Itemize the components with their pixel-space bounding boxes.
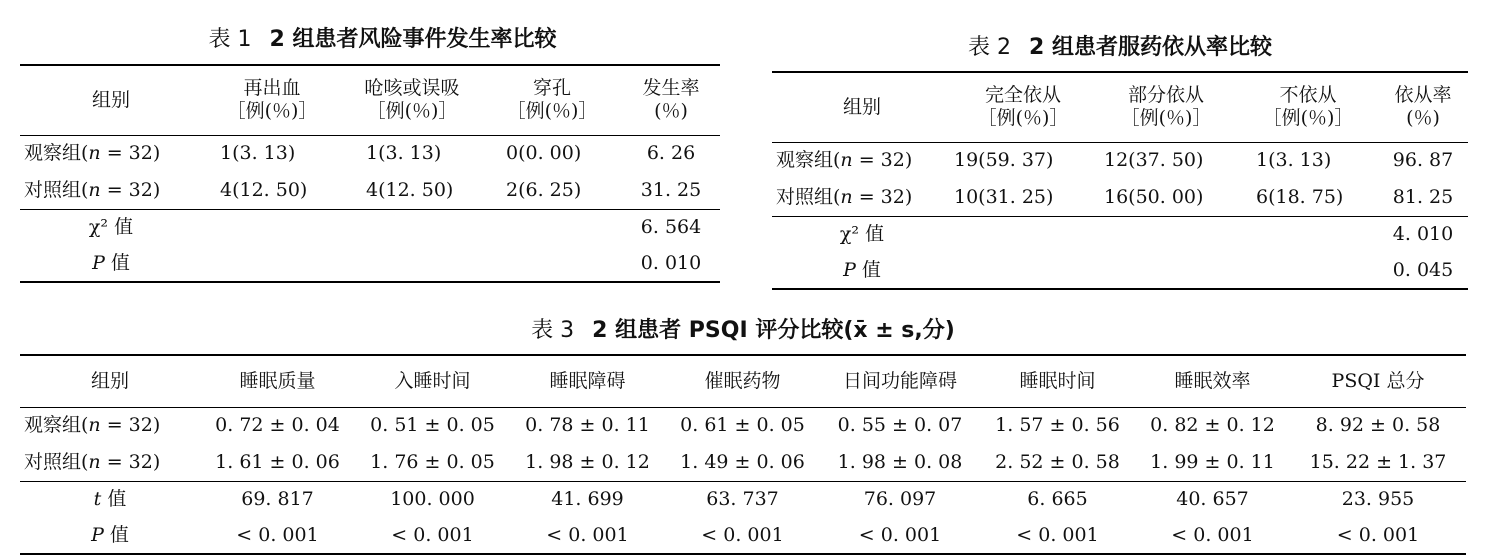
table1-caption-title: 2 组患者风险事件发生率比较 [269, 27, 557, 52]
table1-caption [20, 22, 745, 53]
table3-header-hypnotics: 催眠药物 [665, 355, 820, 407]
row-label: 对照组(n = 32) [24, 178, 161, 201]
table-row [20, 518, 1466, 554]
t-value: 23. 955 [1290, 481, 1466, 518]
table-cell: 12(37. 50) [1104, 149, 1204, 172]
table2-header-group: 组别 [772, 72, 952, 142]
p-value: < 0. 001 [1171, 524, 1254, 547]
table-cell: 1. 57 ± 0. 56 [995, 414, 1120, 437]
table-cell: 1. 98 ± 0. 12 [525, 450, 650, 473]
table-cell: 16(50. 00) [1104, 185, 1204, 208]
table-cell: 0. 78 ± 0. 11 [525, 414, 650, 437]
t-value: 40. 657 [1135, 481, 1290, 518]
table-cell: 1. 49 ± 0. 06 [680, 450, 805, 473]
p-label: P 值 [843, 259, 881, 282]
chi-square-value: 4. 010 [1378, 216, 1468, 253]
table3-header-sleep-disturbance: 睡眠障碍 [510, 355, 665, 407]
table-cell: 4(12. 50) [366, 178, 454, 201]
table-row [20, 407, 1466, 444]
table-row [772, 216, 1468, 253]
table-cell: 0. 61 ± 0. 05 [680, 414, 805, 437]
table-row [20, 209, 720, 246]
table1 [20, 64, 720, 283]
table-row [20, 246, 720, 282]
p-label: P 值 [92, 252, 130, 275]
table-row [20, 172, 720, 209]
p-value: < 0. 001 [391, 524, 474, 547]
chi-square-label: χ² 值 [772, 216, 952, 253]
table-row [20, 444, 1466, 481]
table1-header-aspiration: 呛咳或误吸 ［例(％)］ [342, 65, 482, 135]
table2-caption [772, 30, 1468, 61]
table-cell: 0(0. 00) [506, 142, 582, 165]
table2-header-rate: 依从率 (％) [1378, 72, 1468, 142]
table3-header-sleep-quality: 睡眠质量 [200, 355, 355, 407]
table3-caption-title: 2 组患者 PSQI 评分比较(x̄ ± s,分) [592, 318, 955, 343]
table-cell: 6. 26 [646, 142, 696, 165]
table-row [772, 142, 1468, 179]
table-cell: 1(3. 13) [366, 142, 442, 165]
t-label: t 值 [20, 481, 200, 518]
t-value: 76. 097 [820, 481, 980, 518]
table-cell: 1(3. 13) [220, 142, 296, 165]
table-row [772, 179, 1468, 216]
table-cell: 10(31. 25) [954, 185, 1054, 208]
p-value: 0. 010 [640, 252, 702, 275]
table-cell: 0. 55 ± 0. 07 [837, 414, 963, 437]
p-value: < 0. 001 [858, 524, 942, 547]
table2-caption-title: 2 组患者服药依从率比较 [1029, 35, 1272, 60]
table3-header-daytime-dysfunction: 日间功能障碍 [820, 355, 980, 407]
p-value: < 0. 001 [236, 524, 319, 547]
p-value: < 0. 001 [546, 524, 629, 547]
row-label: 对照组(n = 32) [776, 185, 913, 208]
p-value: < 0. 001 [1336, 524, 1420, 547]
table-cell: 0. 51 ± 0. 05 [370, 414, 495, 437]
table-cell: 96. 87 [1392, 149, 1454, 172]
table-cell: 6(18. 75) [1256, 185, 1344, 208]
p-value: < 0. 001 [701, 524, 784, 547]
t-value: 41. 699 [510, 481, 665, 518]
t-value: 69. 817 [200, 481, 355, 518]
table3 [20, 354, 1466, 555]
table3-header-sleep-efficiency: 睡眠效率 [1135, 355, 1290, 407]
table-row [20, 135, 720, 172]
p-label: P 值 [91, 524, 129, 547]
table2-header-full: 完全依从 ［例(％)］ [952, 72, 1094, 142]
t-value: 100. 000 [355, 481, 510, 518]
chi-square-value: 6. 564 [622, 209, 720, 246]
row-label: 观察组(n = 32) [24, 142, 161, 165]
table2 [772, 71, 1468, 290]
p-value: < 0. 001 [1016, 524, 1099, 547]
table3-header-group: 组别 [20, 355, 200, 407]
table-cell: 2(6. 25) [506, 178, 582, 201]
table-cell: 1. 99 ± 0. 11 [1150, 450, 1275, 473]
table2-header-none: 不依从 ［例(％)］ [1238, 72, 1378, 142]
table2-header-partial: 部分依从 ［例(％)］ [1094, 72, 1238, 142]
t-value: 63. 737 [665, 481, 820, 518]
table3-caption-number: 表 3 [531, 318, 575, 343]
table-cell: 31. 25 [640, 178, 702, 201]
t-value: 6. 665 [980, 481, 1135, 518]
table-cell: 1. 98 ± 0. 08 [837, 450, 963, 473]
table1-header-rebleeding: 再出血 ［例(％)］ [202, 65, 342, 135]
table-cell: 4(12. 50) [220, 178, 308, 201]
table-cell: 0. 72 ± 0. 04 [215, 414, 340, 437]
table1-header-perforation: 穿孔 ［例(％)］ [482, 65, 622, 135]
table3-caption [20, 313, 1466, 344]
table-cell: 8. 92 ± 0. 58 [1315, 414, 1441, 437]
table1-caption-number: 表 1 [208, 27, 252, 52]
table-row [772, 253, 1468, 289]
row-label: 对照组(n = 32) [24, 450, 161, 473]
table-cell: 1. 76 ± 0. 05 [370, 450, 495, 473]
table1-header-rate: 发生率 (％) [622, 65, 720, 135]
table-cell: 1. 61 ± 0. 06 [215, 450, 340, 473]
row-label: 观察组(n = 32) [24, 414, 161, 437]
p-value: 0. 045 [1392, 259, 1454, 282]
table3-header-sleep-duration: 睡眠时间 [980, 355, 1135, 407]
table3-header-psqi-total: PSQI 总分 [1290, 355, 1466, 407]
row-label: 观察组(n = 32) [776, 149, 913, 172]
chi-square-label: χ² 值 [20, 209, 202, 246]
table-cell: 0. 82 ± 0. 12 [1150, 414, 1275, 437]
table2-caption-number: 表 2 [968, 35, 1012, 60]
table3-header-sleep-latency: 入睡时间 [355, 355, 510, 407]
table1-header-group: 组别 [20, 65, 202, 135]
table-cell: 2. 52 ± 0. 58 [995, 450, 1120, 473]
table-cell: 81. 25 [1392, 185, 1454, 208]
table-cell: 1(3. 13) [1256, 149, 1332, 172]
table-cell: 19(59. 37) [954, 149, 1054, 172]
table-row [20, 481, 1466, 518]
table-cell: 15. 22 ± 1. 37 [1309, 450, 1447, 473]
